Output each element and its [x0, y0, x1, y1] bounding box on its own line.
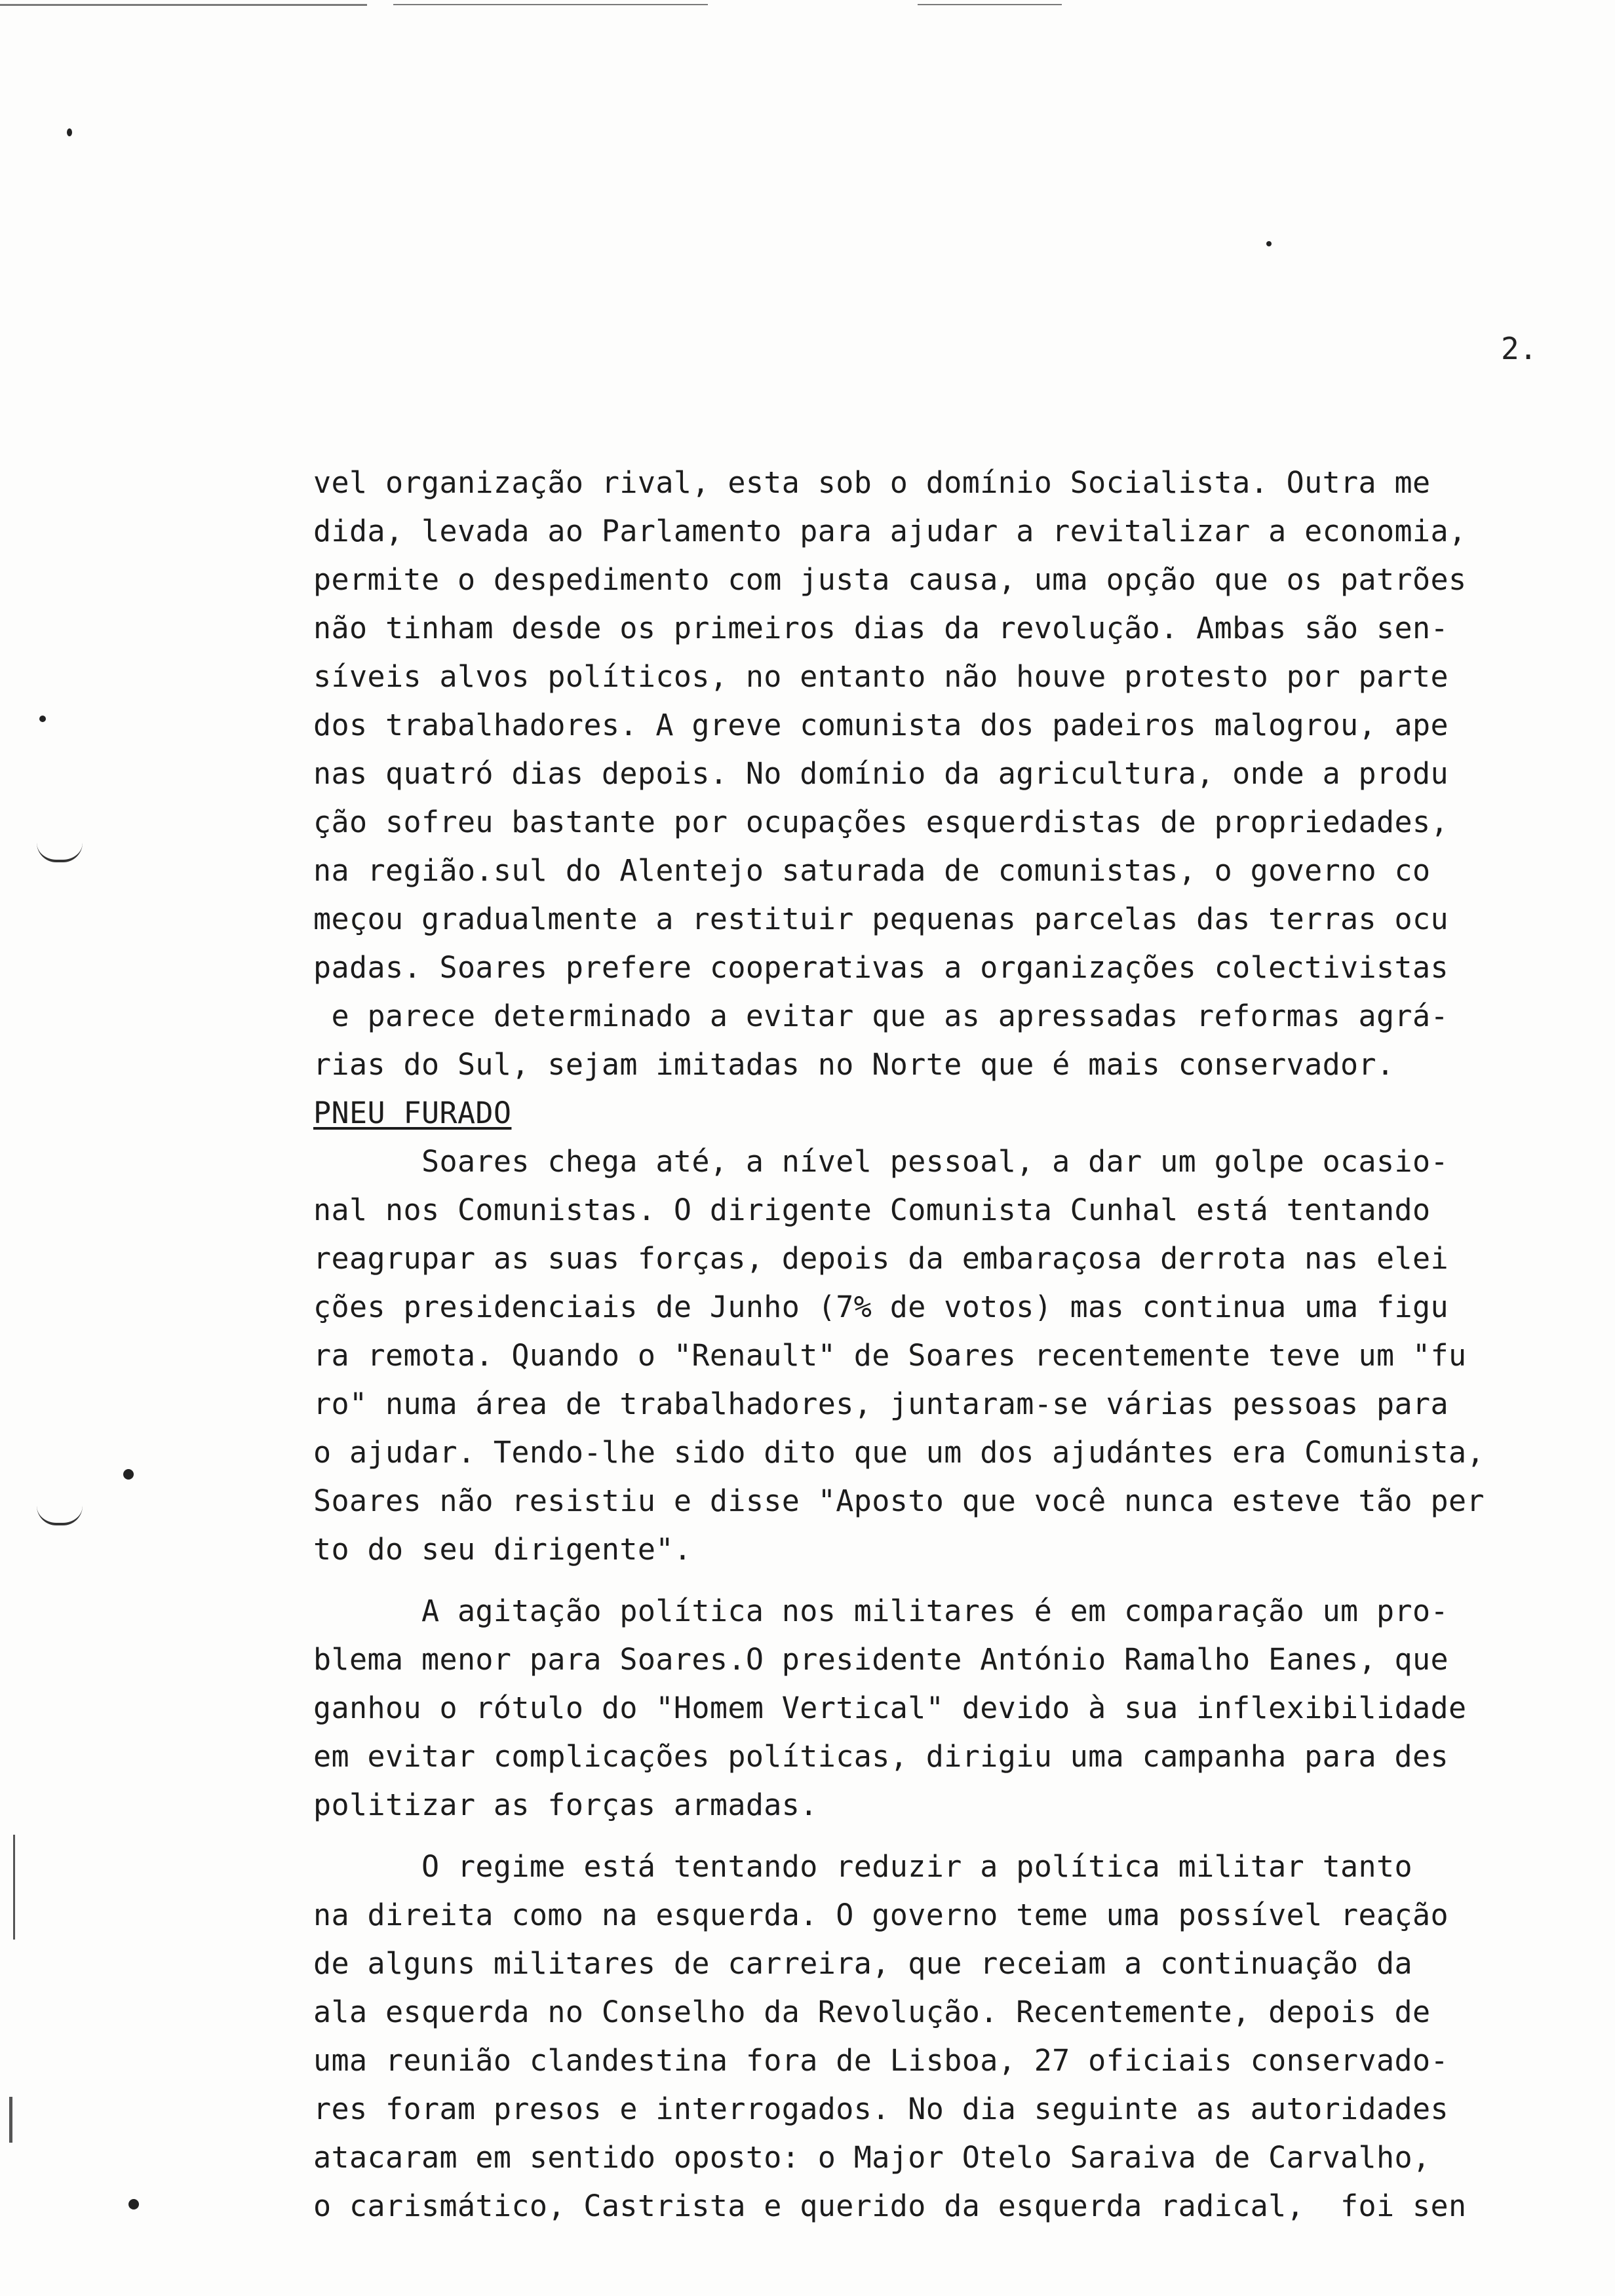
text-line: politizar as forças armadas. — [313, 1788, 818, 1822]
text-line: o carismático, Castrista e querido da esquerda radical, foi sen — [313, 2189, 1467, 2223]
punch-hole-mark — [37, 843, 83, 862]
margin-binding-mark — [9, 2097, 12, 2143]
paragraph-gap — [313, 1574, 1611, 1587]
margin-speck — [123, 1469, 134, 1480]
text-line: meçou gradualmente a restituir pequenas parcelas das terras ocu — [313, 902, 1449, 936]
text-line: em evitar complicações políticas, dirigiu uma campanha para des — [313, 1739, 1449, 1774]
paragraph-2 — [313, 1138, 1611, 1574]
text-line: to do seu dirigente". — [313, 1532, 692, 1567]
top-edge-rule — [0, 4, 367, 6]
text-line: ra remota. Quando o "Renault" de Soares recentemente teve um "fu — [313, 1338, 1467, 1373]
text-line: na direita como na esquerda. O governo teme uma possível reação — [313, 1898, 1449, 1932]
text-line: nas quatró dias depois. No domínio da agricultura, onde a produ — [313, 756, 1449, 791]
punch-hole-mark — [37, 1506, 83, 1525]
text-line: A agitação política nos militares é em comparação um pro- — [313, 1594, 1449, 1628]
text-line: res foram presos e interrogados. No dia seguinte as autoridades — [313, 2092, 1449, 2126]
text-line: ganhou o rótulo do "Homem Vertical" devido à sua inflexibilidade — [313, 1691, 1467, 1725]
text-line: ro" numa área de trabalhadores, juntaram-se várias pessoas para — [313, 1387, 1449, 1421]
text-line: dida, levada ao Parlamento para ajudar a revitalizar a economia, — [313, 514, 1467, 548]
paragraph-3 — [313, 1587, 1611, 1829]
page-number: 2. — [1501, 331, 1538, 366]
text-line: O regime está tentando reduzir a política militar tanto — [313, 1849, 1413, 1884]
margin-speck — [39, 716, 46, 722]
margin-binding-mark — [13, 1835, 15, 1940]
text-line: o ajudar. Tendo-lhe sido dito que um dos ajudántes era Comunista, — [313, 1435, 1485, 1470]
text-line: na região.sul do Alentejo saturada de comunistas, o governo co — [313, 853, 1431, 888]
text-line: padas. Soares prefere cooperativas a organizações colectivistas — [313, 950, 1449, 985]
text-line: Soares chega até, a nível pessoal, a dar um golpe ocasio- — [313, 1144, 1449, 1179]
text-line: síveis alvos políticos, no entanto não houve protesto por parte — [313, 659, 1449, 694]
top-edge-rule — [918, 4, 1062, 5]
text-line: não tinham desde os primeiros dias da revolução. Ambas são sen- — [313, 611, 1449, 645]
text-line: permite o despedimento com justa causa, uma opção que os patrões — [313, 562, 1467, 597]
text-line: dos trabalhadores. A greve comunista dos padeiros malogrou, ape — [313, 708, 1449, 742]
paragraph-gap — [313, 1829, 1611, 1843]
text-line: atacaram em sentido oposto: o Major Otelo Saraiva de Carvalho, — [313, 2140, 1431, 2175]
section-heading: PNEU FURADO — [313, 1096, 512, 1130]
paragraph-4 — [313, 1843, 1611, 2230]
margin-speck — [1266, 241, 1272, 246]
typed-body — [313, 459, 1611, 2230]
text-line: rias do Sul, sejam imitadas no Norte que é mais conservador. — [313, 1047, 1395, 1082]
text-line: uma reunião clandestina fora de Lisboa, 27 oficiais conservado- — [313, 2043, 1449, 2078]
text-line: de alguns militares de carreira, que receiam a continuação da — [313, 1946, 1413, 1981]
text-line: e parece determinado a evitar que as apressadas reformas agrá- — [313, 999, 1449, 1033]
margin-speck — [128, 2199, 139, 2210]
text-line: ções presidenciais de Junho (7% de votos) mas continua uma figu — [313, 1290, 1449, 1324]
margin-speck — [67, 128, 72, 136]
text-line: ala esquerda no Conselho da Revolução. Recentemente, depois de — [313, 1995, 1431, 2029]
text-line: ção sofreu bastante por ocupações esquerdistas de propriedades, — [313, 805, 1449, 839]
paragraph-1 — [313, 459, 1611, 1089]
text-line: nal nos Comunistas. O dirigente Comunista Cunhal está tentando — [313, 1193, 1431, 1227]
top-edge-rule — [393, 4, 708, 5]
text-line: reagrupar as suas forças, depois da embaraçosa derrota nas elei — [313, 1241, 1449, 1276]
text-line: vel organização rival, esta sob o domínio Socialista. Outra me — [313, 465, 1431, 500]
text-line: Soares não resistiu e disse "Aposto que você nunca esteve tão per — [313, 1483, 1485, 1518]
text-line: blema menor para Soares.O presidente António Ramalho Eanes, que — [313, 1642, 1449, 1677]
